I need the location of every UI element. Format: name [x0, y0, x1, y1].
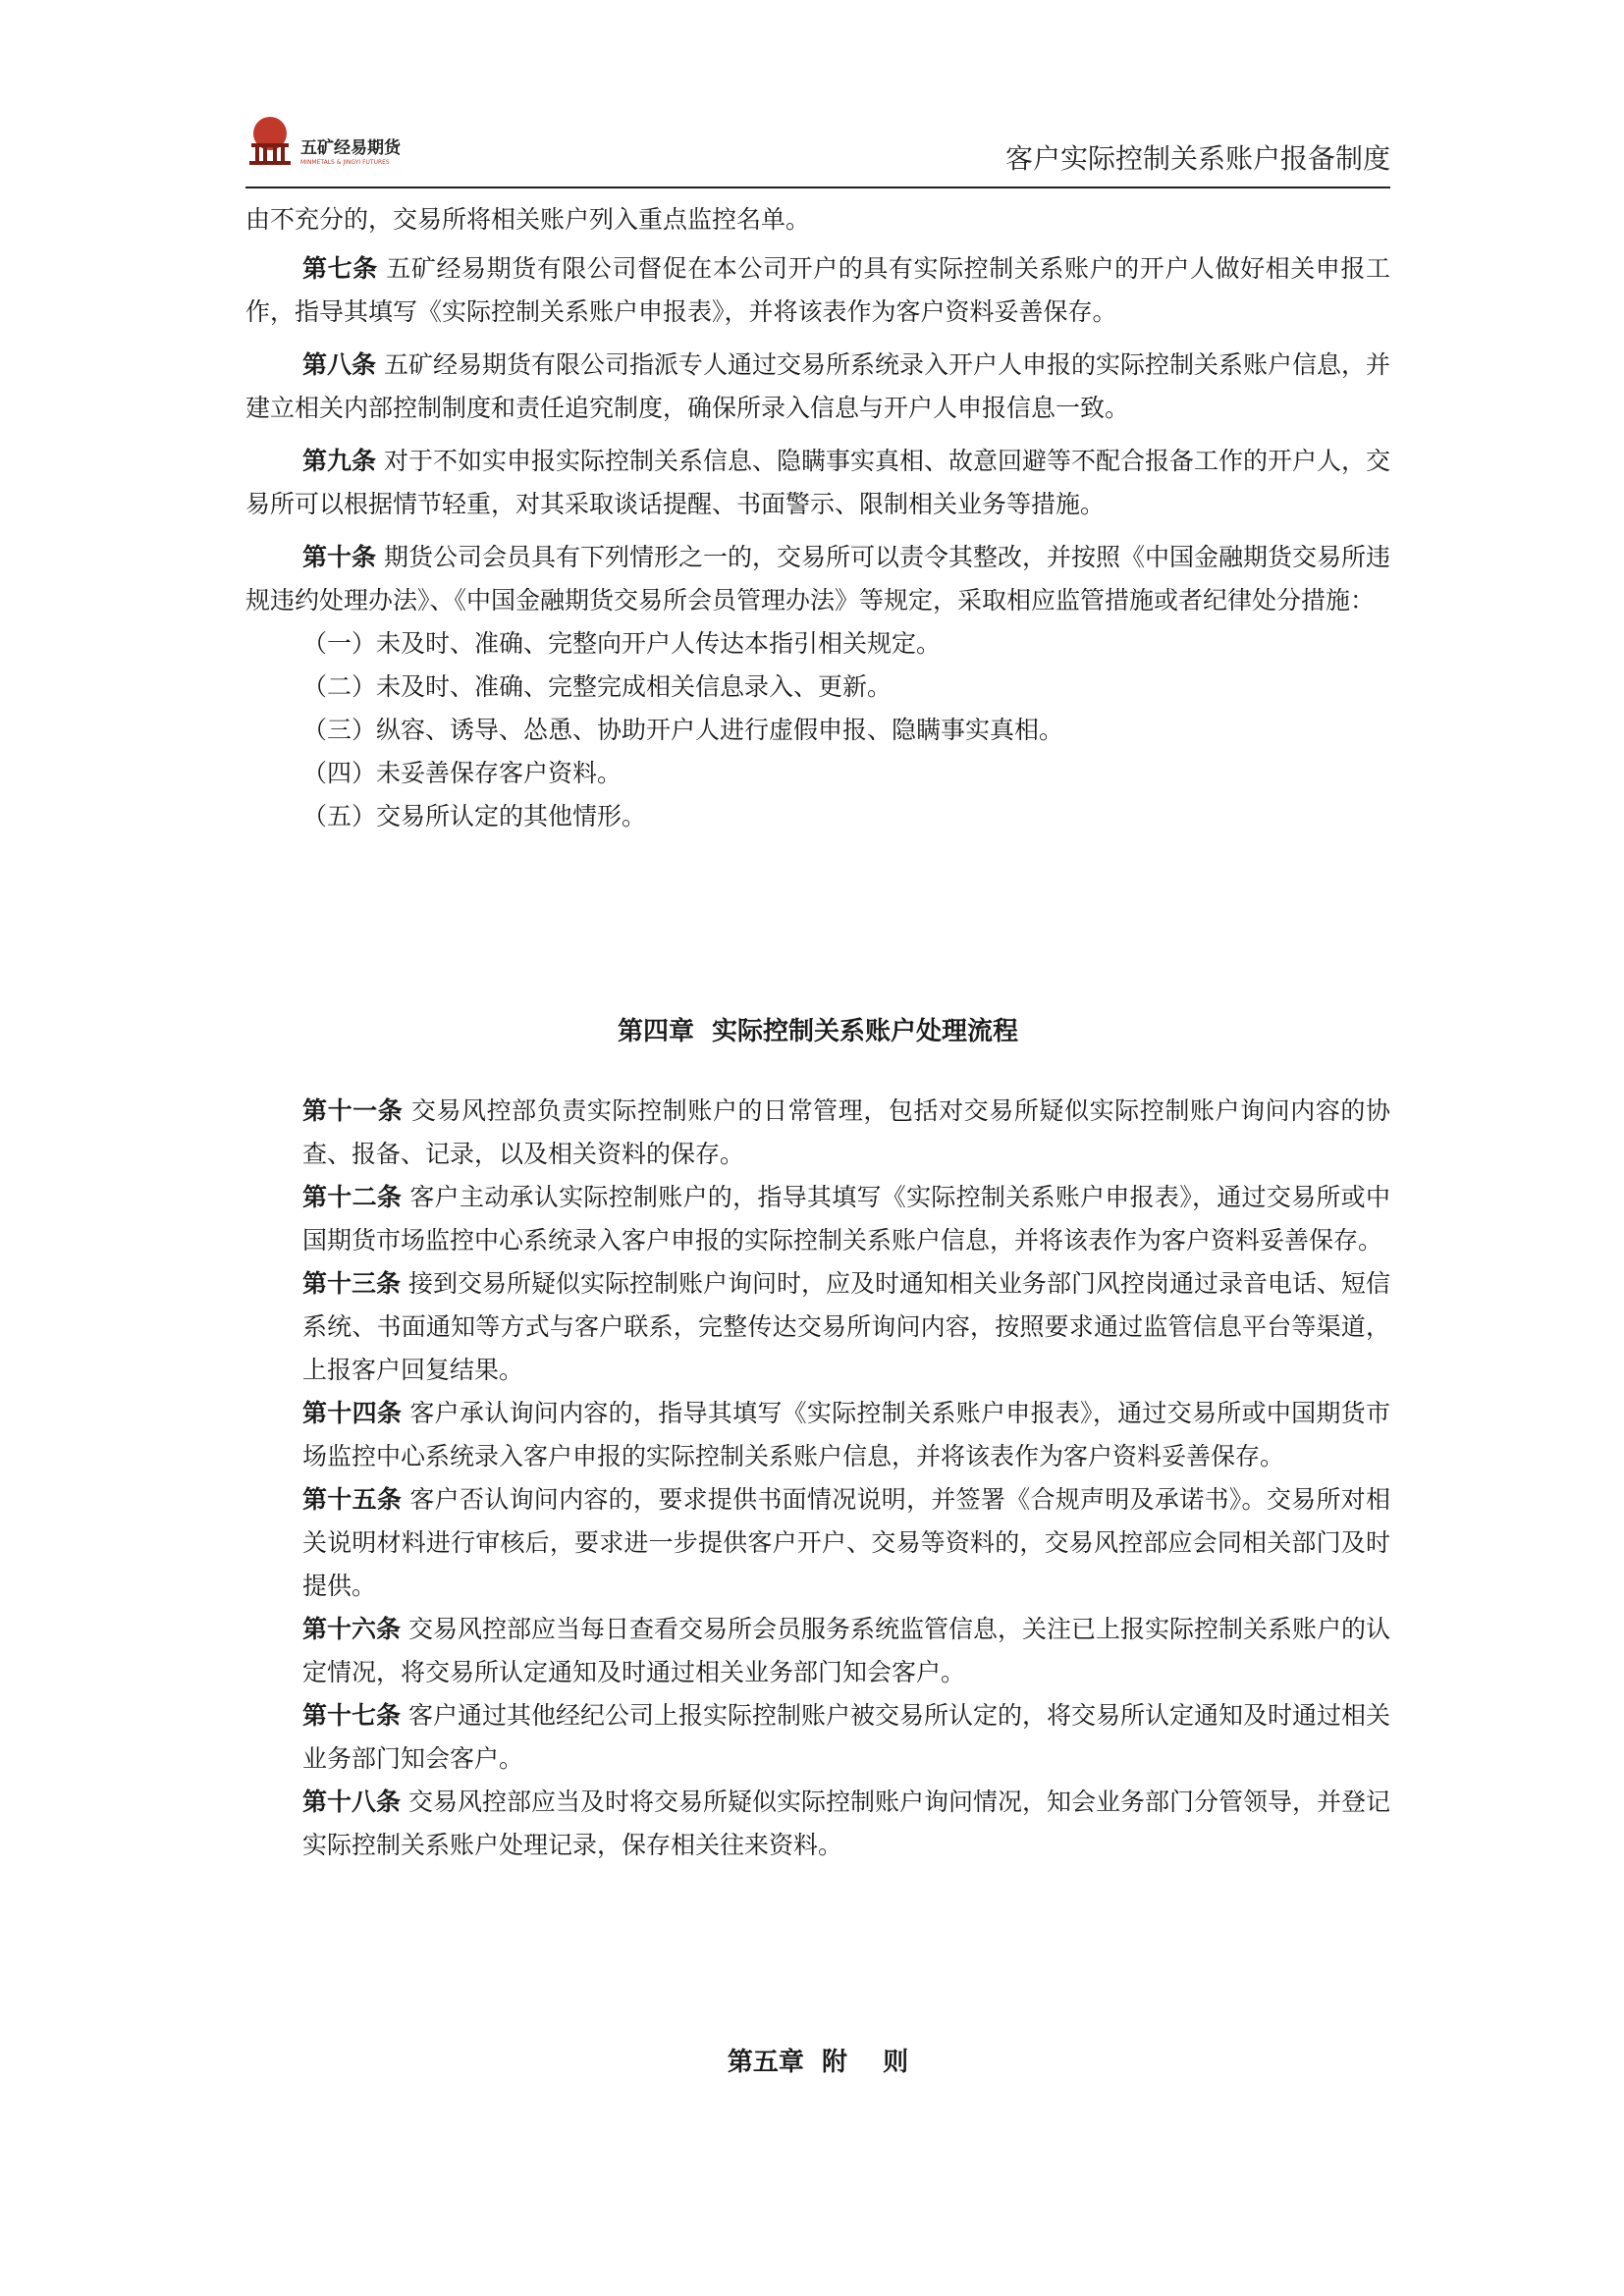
logo-en-text: MINMETALS & JINGYI FUTURES	[300, 159, 390, 166]
article-heading: 第八条	[302, 350, 377, 379]
list-item: （四）未妥善保存客户资料。	[302, 759, 623, 787]
article-text: 交易风控部应当每日查看交易所会员服务系统监管信息，关注已上报实际控制关系账户的认定情况，将交易所认定通知及时通过相关业务部门知会客户。	[302, 1615, 1390, 1686]
article-heading: 第七条	[302, 254, 378, 283]
article-text: 接到交易所疑似实际控制账户询问时，应及时通知相关业务部门风控岗通过录音电话、短信系统、书面通知等方式与客户联系，完整传达交易所询问内容，按照要求通过监管信息平台等渠道，上报客户回复结果。	[302, 1269, 1390, 1384]
article-15	[302, 1478, 1390, 1608]
chapter-4-heading-wrap	[245, 1011, 1390, 1047]
article-13	[302, 1262, 1390, 1392]
header-divider	[245, 187, 1390, 188]
article-text: 对于不如实申报实际控制关系信息、隐瞒事实真相、故意回避等不配合报备工作的开户人，交易所可以根据情节轻重，对其采取谈话提醒、书面警示、限制相关业务等措施。	[245, 447, 1390, 518]
article-heading: 第九条	[302, 447, 377, 475]
continued-paragraph: 由不充分的，交易所将相关账户列入重点监控名单。	[245, 205, 811, 234]
article-9	[245, 440, 1390, 526]
article-heading: 第十二条	[302, 1183, 403, 1211]
article-heading: 第十五条	[302, 1485, 403, 1514]
article-text: 交易风控部应当及时将交易所疑似实际控制账户询问情况，知会业务部门分管领导，并登记实际控制关系账户处理记录，保存相关往来资料。	[302, 1788, 1390, 1859]
article-text: 客户通过其他经纪公司上报实际控制账户被交易所认定的，将交易所认定通知及时通过相关业务部门知会客户。	[302, 1701, 1390, 1773]
list-item: （五）交易所认定的其他情形。	[302, 802, 647, 830]
article-12	[302, 1176, 1390, 1262]
document-title: 客户实际控制关系账户报备制度	[1004, 142, 1390, 175]
article-text: 客户否认询问内容的，要求提供书面情况说明，并签署《合规声明及承诺书》。交易所对相关说明材料进行审核后，要求进一步提供客户开户、交易等资料的，交易风控部应会同相关部门及时提供。	[302, 1485, 1390, 1600]
logo-emblem-icon	[245, 114, 295, 167]
list-item: （一）未及时、准确、完整向开户人传达本指引相关规定。	[302, 629, 942, 658]
article-text: 客户主动承认实际控制账户的，指导其填写《实际控制关系账户申报表》，通过交易所或中国期货市场监控中心系统录入客户申报的实际控制关系账户信息，并将该表作为客户资料妥善保存。	[302, 1183, 1390, 1255]
list-item: （二）未及时、准确、完整完成相关信息录入、更新。	[302, 672, 893, 701]
article-heading: 第十条	[302, 543, 377, 571]
chapter-5-heading: 第五章 附 则	[727, 2048, 909, 2077]
section-articles-11-18	[302, 1090, 1390, 1867]
article-11	[302, 1090, 1390, 1176]
article-17	[302, 1694, 1390, 1781]
logo-cn-text: 五矿经易期货	[300, 138, 401, 158]
section-articles-7-10	[245, 198, 1390, 838]
chapter-4-heading: 第四章 实际控制关系账户处理流程	[617, 1017, 1019, 1046]
article-heading: 第十六条	[302, 1615, 402, 1643]
article-10	[245, 536, 1390, 622]
article-text: 五矿经易期货有限公司指派专人通过交易所系统录入开户人申报的实际控制关系账户信息，并建立相关内部控制制度和责任追究制度，确保所录入信息与开户人申报信息一致。	[245, 350, 1390, 422]
article-heading: 第十三条	[302, 1269, 402, 1298]
article-14	[302, 1392, 1390, 1478]
company-logo	[245, 114, 401, 167]
chapter-5-heading-wrap	[245, 2042, 1390, 2078]
article-16	[302, 1608, 1390, 1694]
article-heading: 第十七条	[302, 1701, 402, 1730]
article-heading: 第十一条	[302, 1096, 404, 1125]
list-item: （三）纵容、诱导、怂恿、协助开户人进行虚假申报、隐瞒事实真相。	[302, 716, 1064, 744]
article-text: 期货公司会员具有下列情形之一的，交易所可以责令其整改，并按照《中国金融期货交易所违规违约处理办法》、《中国金融期货交易所会员管理办法》等规定，采取相应监管措施或者纪律处分措施：	[245, 543, 1390, 614]
article-8	[245, 344, 1390, 430]
article-18	[302, 1781, 1390, 1867]
article-heading: 第十八条	[302, 1788, 402, 1816]
article-text: 交易风控部负责实际控制账户的日常管理，包括对交易所疑似实际控制账户询问内容的协查、报备、记录，以及相关资料的保存。	[302, 1096, 1390, 1168]
article-text: 五矿经易期货有限公司督促在本公司开户的具有实际控制关系账户的开户人做好相关申报工作，指导其填写《实际控制关系账户申报表》，并将该表作为客户资料妥善保存。	[245, 254, 1390, 326]
page-header	[245, 108, 1390, 187]
article-text: 客户承认询问内容的，指导其填写《实际控制关系账户申报表》，通过交易所或中国期货市场监控中心系统录入客户申报的实际控制关系账户信息，并将该表作为客户资料妥善保存。	[302, 1399, 1390, 1470]
article-heading: 第十四条	[302, 1399, 403, 1427]
article-7	[245, 247, 1390, 334]
